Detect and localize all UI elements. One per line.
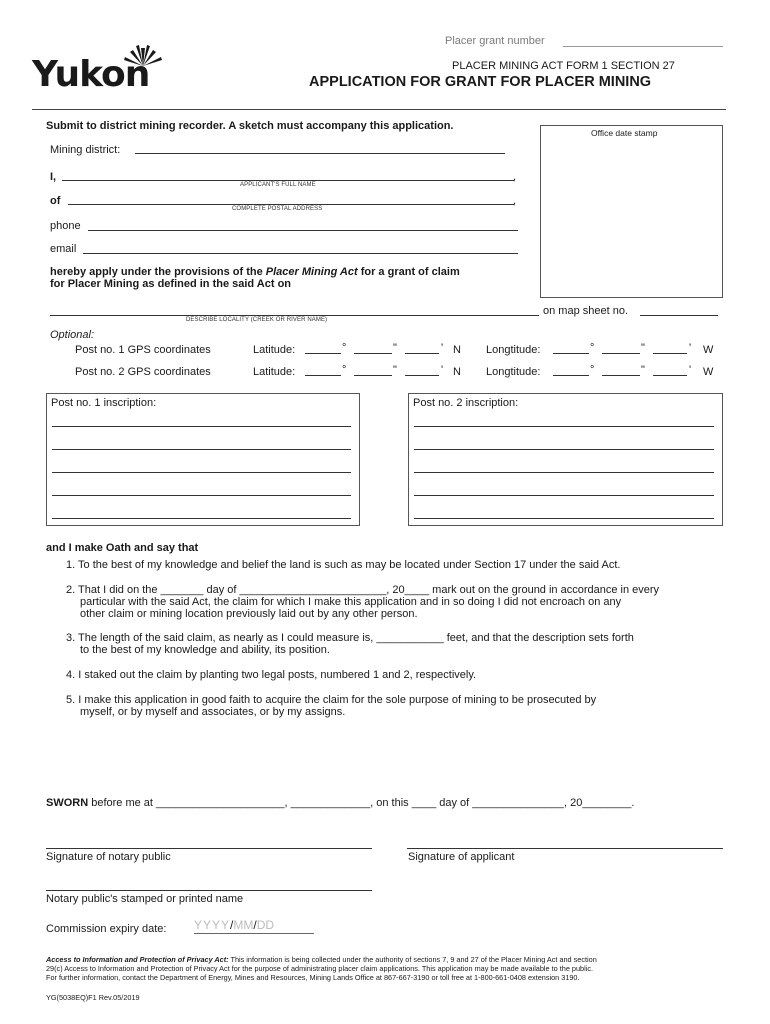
oath-item-4: 4. I staked out the claim by planting two legal posts, numbered 1 and 2, respectively. <box>66 669 477 681</box>
degree-symbol: ° <box>342 364 347 376</box>
post2-inscription-line[interactable] <box>414 449 714 450</box>
office-stamp-label: Office date stamp <box>591 128 658 138</box>
locality-field[interactable] <box>50 315 539 316</box>
oath-item-2-cont: other claim or mining location previously laid out by any other person. <box>80 608 418 620</box>
privacy-notice <box>46 955 597 964</box>
post2-inscription-line[interactable] <box>414 495 714 496</box>
post2-inscription-line[interactable] <box>414 426 714 427</box>
privacy-notice-line2: 29(c) Access to Information and Protection of Privacy Act for the purpose of administrating placer claim applications. This application may be made available to the public. <box>46 964 594 973</box>
phone-field[interactable] <box>88 230 518 231</box>
post2-lat-sec-field[interactable] <box>405 375 439 376</box>
notary-signature-label: Signature of notary public <box>46 851 171 863</box>
date-year-placeholder: YYYY <box>194 918 231 932</box>
yukon-logo <box>32 40 172 95</box>
of-comma: , <box>513 195 517 207</box>
degree-symbol: ° <box>590 364 595 376</box>
office-date-stamp-box <box>540 125 723 298</box>
post1-inscription-line[interactable] <box>52 472 351 473</box>
privacy-notice-line3: For further information, contact the Department of Energy, Mines and Resources, Mining Lands Office at 867-667-3190 or toll free at 1-800-661-0408 extension 3190. <box>46 973 580 982</box>
i-comma: , <box>513 171 517 183</box>
post2-lat-deg-field[interactable] <box>305 375 341 376</box>
page-title: APPLICATION FOR GRANT FOR PLACER MINING <box>309 74 652 90</box>
map-sheet-field[interactable] <box>640 315 718 316</box>
oath-item-3-cont: to the best of my knowledge and ability, its position. <box>80 644 330 656</box>
degree-symbol: ° <box>590 342 595 354</box>
post1-long-min-field[interactable] <box>602 353 640 354</box>
post1-inscription-label: Post no. 1 inscription: <box>51 397 157 409</box>
applicant-name-field[interactable] <box>62 180 514 181</box>
grant-number-field[interactable] <box>563 46 723 47</box>
privacy-notice-line1: This information is being collected under the authority of sections 7, 9 and 27 of the Placer Mining Act and section <box>228 955 597 964</box>
minute-symbol: " <box>393 342 397 354</box>
second-symbol: ' <box>689 342 692 354</box>
apply-statement: hereby apply under the provisions of the Placer Mining Act for a grant of claim <box>50 266 460 278</box>
post2-inscription-line[interactable] <box>414 472 714 473</box>
oath-heading: and I make Oath and say that <box>46 542 199 554</box>
sworn-statement <box>46 797 634 809</box>
post1-long-deg-field[interactable] <box>553 353 589 354</box>
form-reference: PLACER MINING ACT FORM 1 SECTION 27 <box>452 60 675 72</box>
post2-gps-label: Post no. 2 GPS coordinates <box>75 366 211 378</box>
header-divider <box>32 109 726 110</box>
post2-lat-min-field[interactable] <box>354 375 392 376</box>
commission-expiry-date-field[interactable] <box>194 918 274 932</box>
west-label: W <box>703 366 714 378</box>
email-label: email <box>50 243 77 255</box>
oath-item-5: 5. I make this application in good faith to acquire the claim for the sole purpose of mining to be prosecuted by <box>66 694 597 706</box>
date-month-placeholder: MM <box>233 918 254 932</box>
second-symbol: ' <box>441 364 444 376</box>
post1-long-sec-field[interactable] <box>653 353 687 354</box>
post2-long-min-field[interactable] <box>602 375 640 376</box>
post2-inscription-label: Post no. 2 inscription: <box>413 397 519 409</box>
post1-lat-label: Latitude: <box>253 344 296 356</box>
date-day-placeholder: DD <box>256 918 275 932</box>
oath-item-3: 3. The length of the said claim, as nearly as I could measure is, ___________ feet, and that the description sets forth <box>66 632 634 644</box>
notary-name-label: Notary public's stamped or printed name <box>46 893 244 905</box>
minute-symbol: " <box>641 342 645 354</box>
post1-inscription-line[interactable] <box>52 426 351 427</box>
phone-label: phone <box>50 220 81 232</box>
post1-gps-label: Post no. 1 GPS coordinates <box>75 344 211 356</box>
degree-symbol: ° <box>342 342 347 354</box>
grant-number-label: Placer grant number <box>445 35 545 47</box>
date-separator: / <box>253 918 257 932</box>
mining-district-field[interactable] <box>135 153 505 154</box>
postal-address-field[interactable] <box>68 204 514 205</box>
commission-expiry-label: Commission expiry date: <box>46 923 167 935</box>
oath-item-2: 2. That I did on the _______ day of ________________________, 20____ mark out on the ground in accordance in every <box>66 584 660 596</box>
of-label: of <box>50 195 61 207</box>
post1-lat-min-field[interactable] <box>354 353 392 354</box>
optional-label: Optional: <box>50 329 95 341</box>
post2-long-sec-field[interactable] <box>653 375 687 376</box>
minute-symbol: " <box>641 364 645 376</box>
applicant-signature-field[interactable] <box>407 848 723 849</box>
oath-item-5-cont: myself, or by myself and associates, or by my assigns. <box>80 706 346 718</box>
north-label: N <box>453 366 461 378</box>
post1-inscription-line[interactable] <box>52 518 351 519</box>
sworn-text: before me at _____________________, _____________, on this ____ day of _______________, 20________. <box>88 797 635 809</box>
form-code: YG(5038EQ)F1 Rev.05/2019 <box>46 993 140 1002</box>
email-field[interactable] <box>83 253 518 254</box>
post1-lat-sec-field[interactable] <box>405 353 439 354</box>
commission-expiry-underline <box>194 933 314 934</box>
apply-statement-line2: for Placer Mining as defined in the said Act on <box>50 278 292 290</box>
notary-name-field[interactable] <box>46 890 372 891</box>
notary-signature-field[interactable] <box>46 848 372 849</box>
oath-item-1: 1. To the best of my knowledge and belief the land is such as may be located under Section 17 under the said Act. <box>66 559 621 571</box>
applicant-name-caption: APPLICANT'S FULL NAME <box>240 182 316 188</box>
locality-caption: DESCRIBE LOCALITY (CREEK OR RIVER NAME) <box>186 317 328 323</box>
postal-address-caption: COMPLETE POSTAL ADDRESS <box>232 206 323 212</box>
post1-inscription-line[interactable] <box>52 495 351 496</box>
date-separator: / <box>230 918 234 932</box>
post1-long-label: Longtitude: <box>486 344 541 356</box>
mining-district-label: Mining district: <box>50 144 121 156</box>
second-symbol: ' <box>441 342 444 354</box>
post2-long-label: Longtitude: <box>486 366 541 378</box>
north-label: N <box>453 344 461 356</box>
west-label: W <box>703 344 714 356</box>
minute-symbol: " <box>393 364 397 376</box>
post2-inscription-box[interactable] <box>408 393 723 526</box>
sworn-word: SWORN <box>46 797 89 809</box>
post1-inscription-box[interactable] <box>46 393 360 526</box>
applicant-signature-label: Signature of applicant <box>408 851 515 863</box>
post1-lat-deg-field[interactable] <box>305 353 341 354</box>
post2-inscription-line[interactable] <box>414 518 714 519</box>
post1-inscription-line[interactable] <box>52 449 351 450</box>
oath-item-2-cont: particular with the said Act, the claim for which I make this application and in so doing I did not encroach on any <box>80 596 622 608</box>
instruction-text: Submit to district mining recorder. A sketch must accompany this application. <box>46 120 454 132</box>
post2-long-deg-field[interactable] <box>553 375 589 376</box>
logo-wordmark: Yukon <box>32 54 150 95</box>
privacy-notice-title: Access to Information and Protection of Privacy Act: <box>46 955 229 964</box>
map-sheet-label: on map sheet no. <box>543 305 629 317</box>
i-label: I, <box>50 171 57 183</box>
second-symbol: ' <box>689 364 692 376</box>
post2-lat-label: Latitude: <box>253 366 296 378</box>
